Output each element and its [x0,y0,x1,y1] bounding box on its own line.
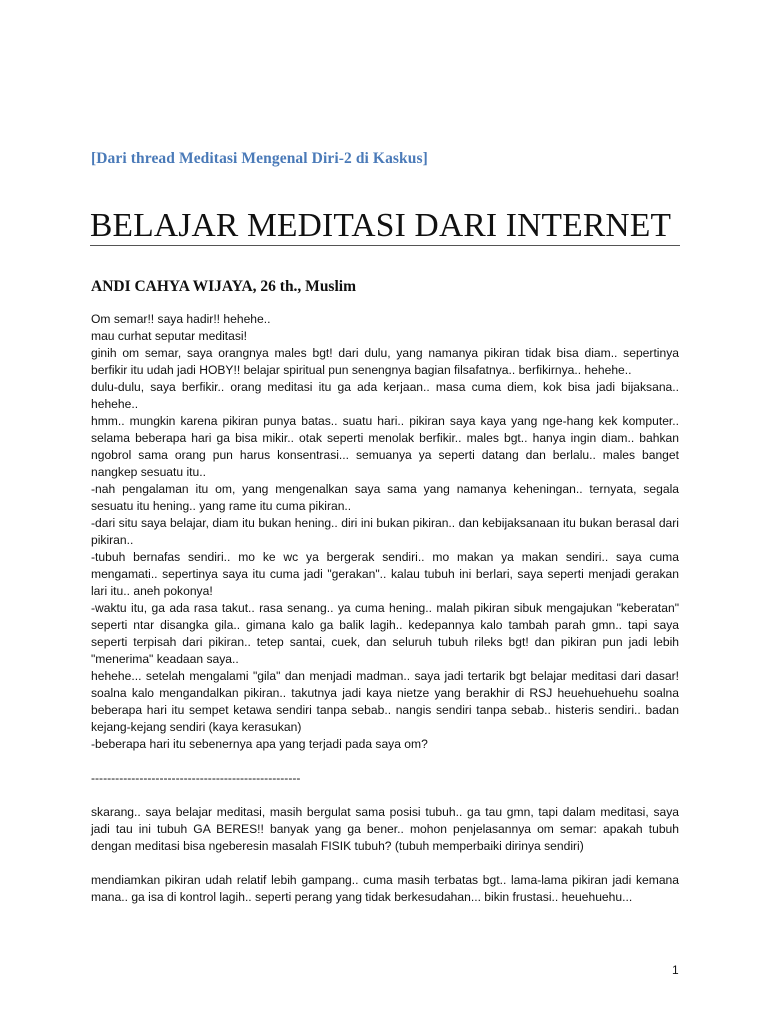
body-paragraph: hehehe... setelah mengalami "gila" dan menjadi madman.. saya jadi tertarik bgt belajar meditasi dari dasar! soalna kalo mengandalkan pikiran.. takutnya jadi kaya nietze yang berakhir di RSJ heuehuehuehu soalna beberapa hari itu sempet ketawa sendiri tanpa sebab.. nangis sendiri tanpa sebab.. histeris sendiri.. badan kejang-kejang sendiri (kaya kerasukan) [91,669,679,734]
paragraph-gap [91,855,679,872]
body-paragraph: ginih om semar, saya orangnya males bgt! dari dulu, yang namanya pikiran tidak bisa diam.. sepertinya berfikir itu udah jadi HOBY!! belajar spiritual pun senengnya bagian filsafatnya.. berfikirnya.. hehehe.. [91,346,679,377]
body-paragraph: -beberapa hari itu sebenernya apa yang terjadi pada saya om? [91,737,428,751]
section-separator: ---------------------------------------------------- [91,771,301,785]
body-paragraph: mendiamkan pikiran udah relatif lebih gampang.. cuma masih terbatas bgt.. lama-lama pikiran jadi kemana mana.. ga isa di kontrol lagih.. seperti perang yang tidak berkesudahan... bikin frustasi.. heuehuehu... [91,873,679,904]
page-number: 1 [672,963,679,977]
body-paragraph: -nah pengalaman itu om, yang mengenalkan saya sama yang namanya keheningan.. ternyata, segala sesuatu itu hening.. yang rame itu cuma pikiran.. [91,482,679,513]
author-heading: ANDI CAHYA WIJAYA, 26 th., Muslim [91,278,356,295]
source-reference: [Dari thread Meditasi Mengenal Diri-2 di Kaskus] [91,150,428,167]
document-body [91,311,679,906]
body-paragraph: skarang.. saya belajar meditasi, masih bergulat sama posisi tubuh.. ga tau gmn, tapi dalam meditasi, saya jadi tau ini tubuh GA BERES!! banyak yang ga bener.. mohon penjelasannya om semar: apakah tubuh dengan meditasi bisa ngeberesin masalah FISIK tubuh? (tubuh memperbaiki dirinya sendiri) [91,805,679,853]
body-paragraph: Om semar!! saya hadir!! hehehe.. [91,312,271,326]
body-paragraph: -tubuh bernafas sendiri.. mo ke wc ya bergerak sendiri.. mo makan ya makan sendiri.. saya cuma mengamati.. sepertinya saya itu cuma jadi "gerakan".. kalau tubuh ini berlari, saya seperti menjadi gerakan lari itu.. aneh pokonya! [91,550,679,598]
document-title: BELAJAR MEDITASI DARI INTERNET [90,207,672,244]
body-paragraph: hmm.. mungkin karena pikiran punya batas.. suatu hari.. pikiran saya kaya yang nge-hang kek komputer.. selama beberapa hari ga bisa mikir.. otak seperti menolak berfikir.. males bgt.. hanya ingin diam.. bahkan ngobrol sama orang pun harus konsentrasi... semuanya ya seperti datang dan berlalu.. males banget nangkep sesuatu itu.. [91,414,679,479]
paragraph-gap [91,753,679,770]
body-paragraph: -waktu itu, ga ada rasa takut.. rasa senang.. ya cuma hening.. malah pikiran sibuk mengajukan "keberatan" seperti ntar disangka gila.. gimana kalo ga balik lagih.. kedepannya kalo tambah parah gmn.. tapi saya seperti terpisah dari pikiran.. tetep santai, cuek, dan seluruh tubuh rileks bgt! dan pikiran pun jadi lebih "menerima" keadaan saya.. [91,601,679,666]
title-underline [90,245,680,246]
body-paragraph: -dari situ saya belajar, diam itu bukan hening.. diri ini bukan pikiran.. dan kebijaksanaan itu bukan berasal dari pikiran.. [91,516,679,547]
body-paragraph: dulu-dulu, saya berfikir.. orang meditasi itu ga ada kerjaan.. masa cuma diem, kok bisa jadi bijaksana.. hehehe.. [91,380,679,411]
paragraph-gap [91,787,679,804]
body-paragraph: mau curhat seputar meditasi! [91,329,247,343]
